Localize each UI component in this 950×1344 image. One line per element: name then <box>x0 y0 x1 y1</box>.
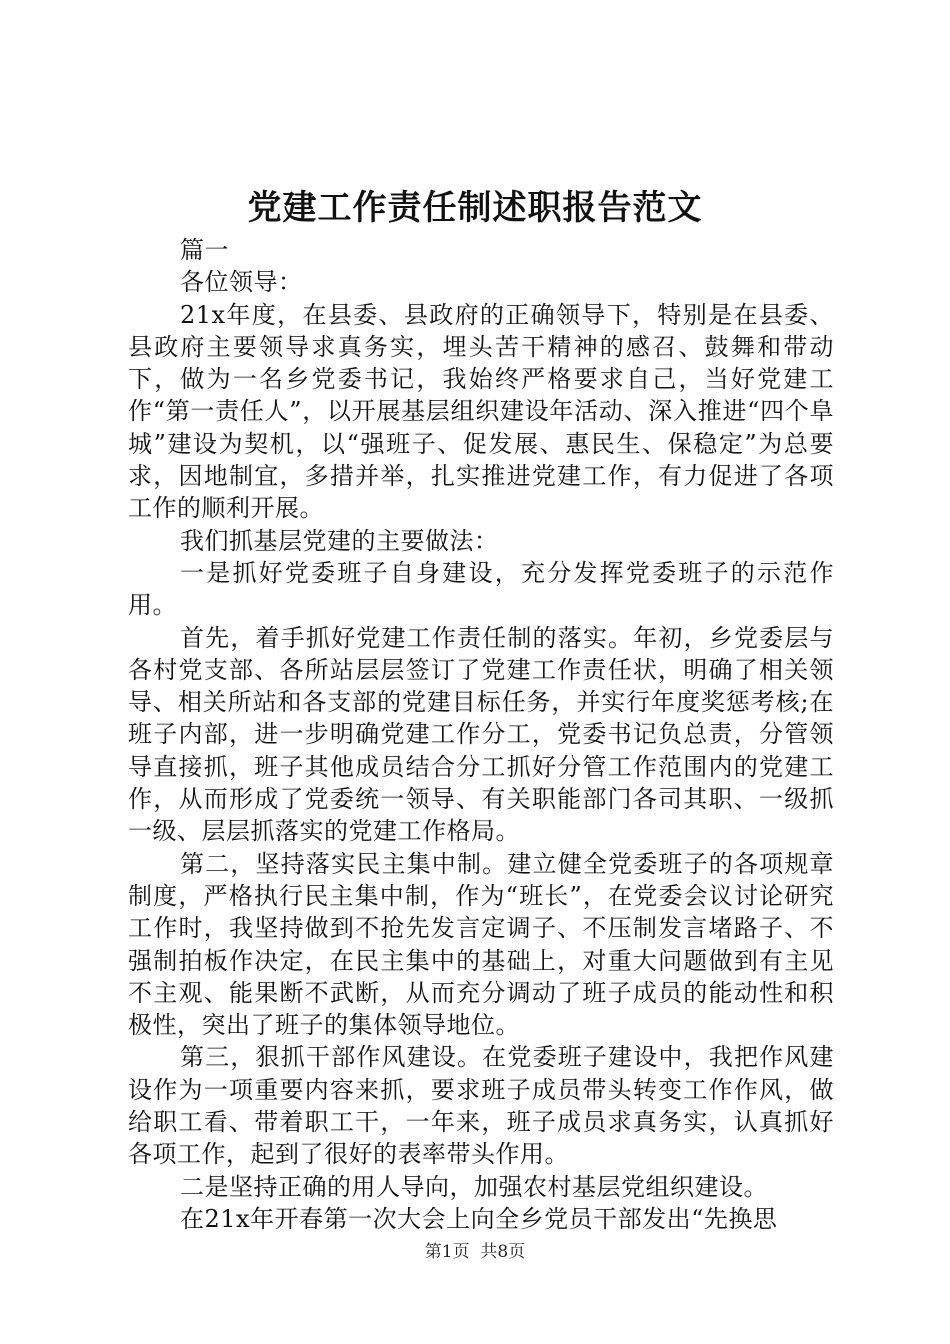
body-paragraph: 首先，着手抓好党建工作责任制的落实。年初，乡党委层与各村党支部、各所站层层签订了党建工作责任状，明确了相关领导、相关所站和各支部的党建目标任务，并实行年度奖惩考核;在班子内部，进一步明确党建工作分工，党委书记负总责，分管领导直接抓，班子其他成员结合分工抓好分管工作范围内的党建工作，从而形成了党委统一领导、有关职能部门各司其职、一级抓一级、层层抓落实的党建工作格局。 <box>128 623 834 846</box>
body-paragraph: 第二，坚持落实民主集中制。建立健全党委班子的各项规章制度，严格执行民主集中制，作为“班长”，在党委会议讨论研究工作时，我坚持做到不抢先发言定调子、不压制发言堵路子、不强制拍板作决定，在民主集中的基础上，对重大问题做到有主见不主观、能果断不武断，从而充分调动了班子成员的能动性和积极性，突出了班子的集体领导地位。 <box>128 849 834 1040</box>
salutation: 各位领导： <box>180 268 303 297</box>
page-footer <box>0 1240 950 1264</box>
body-paragraph: 一是抓好党委班子自身建设，充分发挥党委班子的示范作用。 <box>128 558 834 620</box>
page-total: 共8页 <box>480 1242 526 1262</box>
body-paragraph: 二是坚持正确的用人导向，加强农村基层党组织建设。 <box>180 1172 768 1201</box>
document-body <box>128 234 834 1235</box>
body-paragraph: 在21x年开春第一次大会上向全乡党员干部发出“先换思 <box>180 1204 778 1233</box>
body-paragraph: 第三，狠抓干部作风建设。在党委班子建设中，我把作风建设作为一项重要内容来抓，要求班子成员带头转变工作作风，做给职工看、带着职工干，一年来，班子成员求真务实，认真抓好各项工作，起到了很好的表率带头作用。 <box>128 1043 834 1169</box>
page-number: 第1页 <box>424 1242 470 1262</box>
body-paragraph: 我们抓基层党建的主要做法： <box>180 526 499 555</box>
body-paragraph: 21x年度，在县委、县政府的正确领导下，特别是在县委、县政府主要领导求真务实，埋头苦干精神的感召、鼓舞和带动下，做为一名乡党委书记，我始终严格要求自己，当好党建工作“第一责任人”，以开展基层组织建设年活动、深入推进“四个阜城”建设为契机，以“强班子、促发展、惠民生、保稳定”为总要求，因地制宜，多措并举，扎实推进党建工作，有力促进了各项工作的顺利开展。 <box>128 300 834 523</box>
document-title: 党建工作责任制述职报告范文 <box>247 188 703 228</box>
section-heading: 篇一 <box>180 236 229 264</box>
